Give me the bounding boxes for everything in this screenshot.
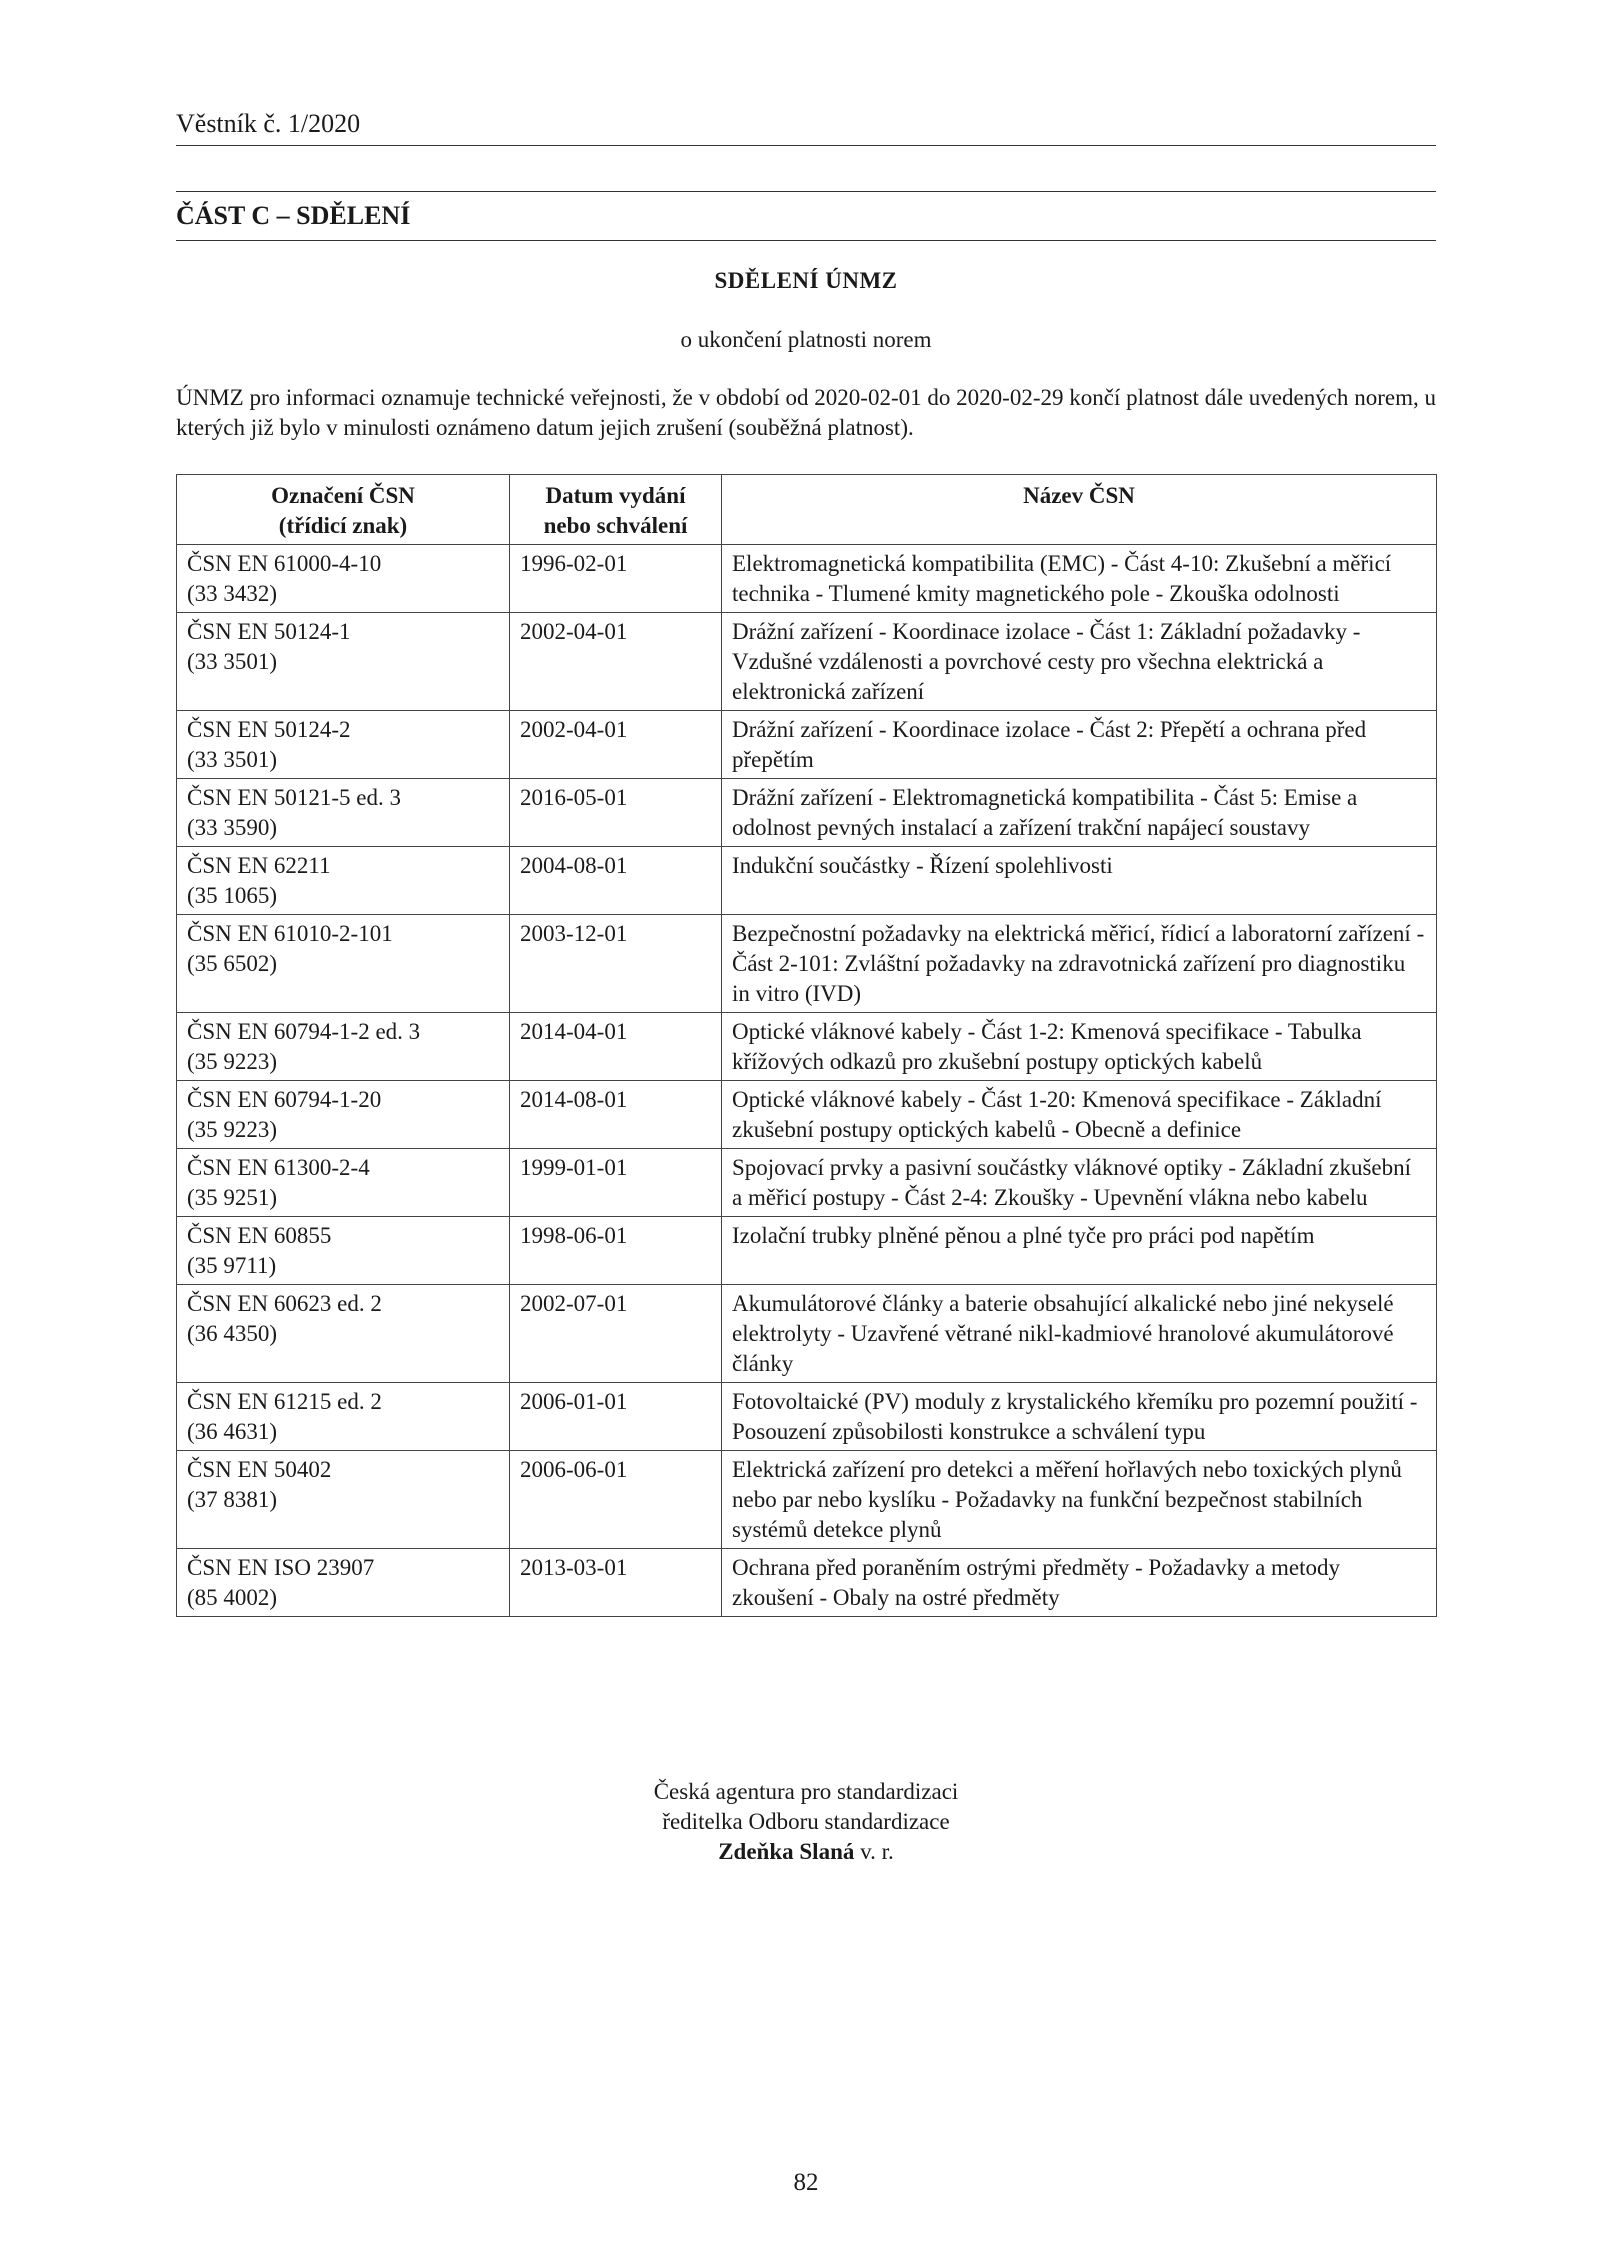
notice-subtitle: o ukončení platnosti norem: [680, 327, 932, 352]
issue-date-cell: 2006-01-01: [510, 1383, 722, 1451]
norm-title-cell: Optické vláknové kabely - Část 1-2: Kmenová specifikace - Tabulka křížových odkazů pro zkušební postupy optických kabelů: [722, 1013, 1437, 1081]
designation-cell: [177, 1149, 510, 1217]
table-row: [177, 545, 1437, 613]
signature-line: [176, 1837, 1436, 1867]
norm-code: ČSN EN 61000-4-10: [187, 551, 382, 576]
issue-date-cell: 1996-02-01: [510, 545, 722, 613]
issue-date-cell: 2014-04-01: [510, 1013, 722, 1081]
classification-mark: (36 4631): [187, 1419, 278, 1444]
issue-date-cell: 2003-12-01: [510, 915, 722, 1013]
section-rule-top: [176, 191, 1436, 192]
table-row: [177, 779, 1437, 847]
norm-title-cell: Drážní zařízení - Koordinace izolace - Část 2: Přepětí a ochrana před přepětím: [722, 711, 1437, 779]
table-row: [177, 711, 1437, 779]
issue-date-cell: 2004-08-01: [510, 847, 722, 915]
designation-cell: [177, 1013, 510, 1081]
classification-mark: (37 8381): [187, 1487, 278, 1512]
signature-block: [176, 1777, 1436, 1867]
classification-mark: (35 9251): [187, 1185, 278, 1210]
table-body: [177, 545, 1437, 1617]
classification-mark: (35 9711): [187, 1253, 277, 1278]
issue-date-cell: 2006-06-01: [510, 1451, 722, 1549]
issue-date-cell: 2002-04-01: [510, 613, 722, 711]
table-row: [177, 847, 1437, 915]
norm-title-cell: Indukční součástky - Řízení spolehlivosti: [722, 847, 1437, 915]
running-head: Věstník č. 1/2020: [176, 109, 361, 138]
norm-code: ČSN EN 61300-2-4: [187, 1155, 370, 1180]
table-row: [177, 1285, 1437, 1383]
norm-code: ČSN EN ISO 23907: [187, 1555, 375, 1580]
norm-code: ČSN EN 62211: [187, 853, 331, 878]
table-row: [177, 1081, 1437, 1149]
signature-position: ředitelka Odboru standardizace: [662, 1809, 950, 1834]
table-row: [177, 613, 1437, 711]
norm-code: ČSN EN 50124-2: [187, 717, 351, 742]
header-date: [510, 475, 722, 545]
header-date-line2: nebo schválení: [543, 513, 688, 538]
header-rule: [176, 145, 1436, 146]
classification-mark: (35 6502): [187, 951, 278, 976]
table-header-row: [177, 475, 1437, 545]
table-row: [177, 915, 1437, 1013]
classification-mark: (35 9223): [187, 1049, 278, 1074]
designation-cell: [177, 1383, 510, 1451]
designation-cell: [177, 847, 510, 915]
issue-date-cell: 2016-05-01: [510, 779, 722, 847]
norm-code: ČSN EN 61010-2-101: [187, 921, 393, 946]
issue-date-cell: 1998-06-01: [510, 1217, 722, 1285]
norm-title-cell: Elektrická zařízení pro detekci a měření hořlavých nebo toxických plynů nebo par nebo kyslíku - Požadavky na funkční bezpečnost stabilních systémů detekce plynů: [722, 1451, 1437, 1549]
designation-cell: [177, 1217, 510, 1285]
designation-cell: [177, 915, 510, 1013]
norm-code: ČSN EN 61215 ed. 2: [187, 1389, 382, 1414]
designation-cell: [177, 613, 510, 711]
classification-mark: (35 1065): [187, 883, 278, 908]
designation-cell: [177, 1081, 510, 1149]
norm-title-cell: Fotovoltaické (PV) moduly z krystalického křemíku pro pozemní použití - Posouzení způsobilosti konstrukce a schválení typu: [722, 1383, 1437, 1451]
classification-mark: (36 4350): [187, 1321, 278, 1346]
issue-date-cell: 2014-08-01: [510, 1081, 722, 1149]
designation-cell: [177, 545, 510, 613]
norm-code: ČSN EN 60623 ed. 2: [187, 1291, 382, 1316]
section-title: ČÁST C – SDĚLENÍ: [176, 201, 411, 230]
designation-cell: [177, 779, 510, 847]
table-row: [177, 1149, 1437, 1217]
designation-cell: [177, 711, 510, 779]
signatory-name: Zdeňka Slaná: [718, 1839, 855, 1864]
header-designation-line2: (třídicí znak): [278, 513, 408, 538]
designation-cell: [177, 1549, 510, 1617]
section-rule-bottom: [176, 240, 1436, 241]
issue-date-cell: 2002-07-01: [510, 1285, 722, 1383]
norm-title-cell: Spojovací prvky a pasivní součástky vláknové optiky - Základní zkušební a měřicí postupy - Část 2-4: Zkoušky - Upevnění vlákna nebo kabelu: [722, 1149, 1437, 1217]
norm-title-cell: Ochrana před poraněním ostrými předměty - Požadavky a metody zkoušení - Obaly na ostré předměty: [722, 1549, 1437, 1617]
designation-cell: [177, 1285, 510, 1383]
classification-mark: (33 3432): [187, 581, 278, 606]
norm-title-cell: Elektromagnetická kompatibilita (EMC) - Část 4-10: Zkušební a měřicí technika - Tlumené kmity magnetického pole - Zkouška odolnosti: [722, 545, 1437, 613]
signature-organization: Česká agentura pro standardizaci: [653, 1779, 959, 1804]
issue-date-cell: 2002-04-01: [510, 711, 722, 779]
classification-mark: (33 3501): [187, 747, 278, 772]
header-date-line1: Datum vydání: [545, 483, 686, 508]
norm-title-cell: Drážní zařízení - Elektromagnetická kompatibilita - Část 5: Emise a odolnost pevných instalací a zařízení trakční napájecí soustavy: [722, 779, 1437, 847]
norm-title-cell: Izolační trubky plněné pěnou a plné tyče pro práci pod napětím: [722, 1217, 1437, 1285]
classification-mark: (33 3590): [187, 815, 278, 840]
designation-cell: [177, 1451, 510, 1549]
signatory-suffix: v. r.: [854, 1839, 894, 1864]
norm-title-cell: Optické vláknové kabely - Část 1-20: Kmenová specifikace - Základní zkušební postupy optických kabelů - Obecně a definice: [722, 1081, 1437, 1149]
norm-title-cell: Drážní zařízení - Koordinace izolace - Část 1: Základní požadavky - Vzdušné vzdálenosti a povrchové cesty pro všechna elektrická a elektronická zařízení: [722, 613, 1437, 711]
classification-mark: (35 9223): [187, 1117, 278, 1142]
norm-code: ČSN EN 50402: [187, 1457, 332, 1482]
norm-title-cell: Bezpečnostní požadavky na elektrická měřicí, řídicí a laboratorní zařízení - Část 2-101: Zvláštní požadavky na zdravotnická zařízení pro diagnostiku in vitro (IVD): [722, 915, 1437, 1013]
classification-mark: (85 4002): [187, 1585, 278, 1610]
table-row: [177, 1383, 1437, 1451]
norm-code: ČSN EN 60794-1-20: [187, 1087, 382, 1112]
norm-code: ČSN EN 50124-1: [187, 619, 351, 644]
norm-code: ČSN EN 60855: [187, 1223, 332, 1248]
norm-code: ČSN EN 60794-1-2 ed. 3: [187, 1019, 421, 1044]
table-row: [177, 1013, 1437, 1081]
table-row: [177, 1217, 1437, 1285]
norms-table: [176, 474, 1437, 1617]
table-row: [177, 1451, 1437, 1549]
notice-title: SDĚLENÍ ÚNMZ: [714, 268, 898, 293]
header-designation: [177, 475, 510, 545]
notice-intro: ÚNMZ pro informaci oznamuje technické veřejnosti, že v období od 2020-02-01 do 2020-02-29 končí platnost dále uvedených norem, u kterých již bylo v minulosti oznámeno datum jejich zrušení (souběžná platnost).: [176, 385, 1436, 440]
table-row: [177, 1549, 1437, 1617]
issue-date-cell: 1999-01-01: [510, 1149, 722, 1217]
norm-title-cell: Akumulátorové články a baterie obsahující alkalické nebo jiné nekyselé elektrolyty - Uzavřené větrané nikl-kadmiové hranolové akumulátorové články: [722, 1285, 1437, 1383]
norm-code: ČSN EN 50121-5 ed. 3: [187, 785, 402, 810]
issue-date-cell: 2013-03-01: [510, 1549, 722, 1617]
header-designation-line1: Označení ČSN: [271, 483, 415, 508]
page-number: 82: [793, 2169, 819, 2196]
header-name: Název ČSN: [722, 475, 1437, 545]
classification-mark: (33 3501): [187, 649, 278, 674]
